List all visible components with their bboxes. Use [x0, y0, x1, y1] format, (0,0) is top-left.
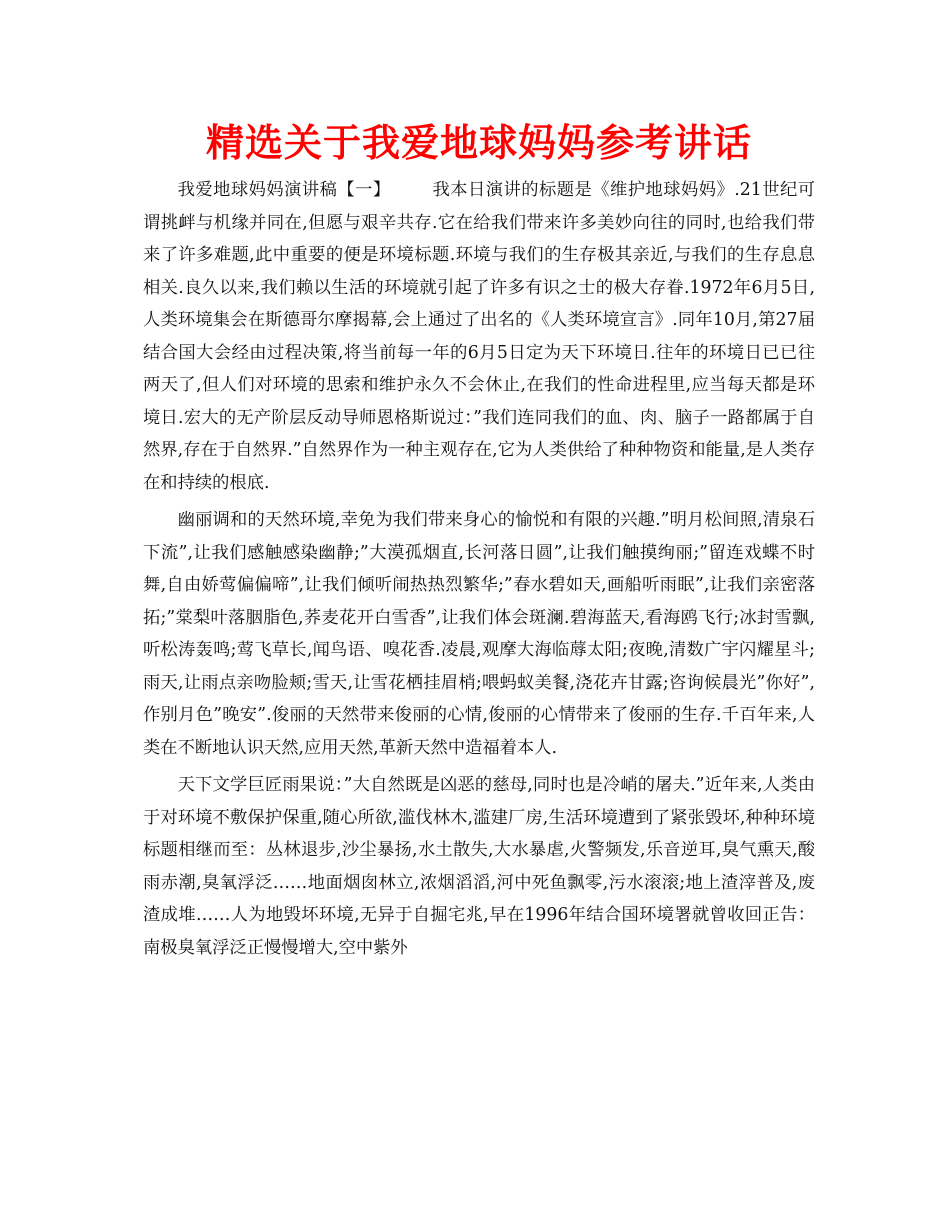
paragraph-1-text: 我本日演讲的标题是《维护地球妈妈》.21世纪可谓挑衅与机缘并同在,但愿与艰辛共存.它在给我们带来许多美妙向往的同时,也给我们带来了许多难题,此中重要的便是环境标题.环境与我们的生存极其亲近,与我们的生存息息相关.良久以来,我们赖以生活的环境就引起了许多有识之士的极大存眷.1972年6月5日,人类环境集会在斯德哥尔摩揭幕,会上通过了出名的《人类环境宣言》.同年10月,第27届结合国大会经由过程决策,将当前每一年的6月5日定为天下环境日.往年的环境日已已往两天了,但人们对环境的思索和维护永久不会休止,在我们的性命进程里,应当每天都是环境日.宏大的无产阶层反动导师恩格斯说过：”我们连同我们的血、肉、脑子一路都属于自然界,存在于自然界.”自然界作为一种主观存在,它为人类供给了种种物资和能量,是人类存在和持续的根底. — [143, 180, 815, 493]
paragraph-2 — [143, 504, 815, 764]
speech-heading: 我爱地球妈妈演讲稿【一】 — [177, 180, 391, 200]
document-title: 精选关于我爱地球妈妈参考讲话 — [205, 120, 752, 165]
paragraph-3-text: 天下文学巨匠雨果说：”大自然既是凶恶的慈母,同时也是冷峭的屠夫.”近年来,人类由于对环境不敷保护保重,随心所欲,滥伐林木,滥建厂房,生活环境遭到了紧张毁坏,种种环境标题相继而至：丛林退步,沙尘暴扬,水土散失,大水暴虐,火警频发,乐音逆耳,臭气熏天,酸雨赤潮,臭氧浮泛……地面烟囱林立,浓烟滔滔,河中死鱼飘零,污水滚滚;地上渣滓普及,废渣成堆……人为地毁坏环境,无异于自掘宅兆,早在1996年结合国环境署就曾收回正告：南极臭氧浮泛正慢慢增大,空中紫外 — [143, 775, 815, 958]
paragraph-1 — [143, 174, 815, 499]
paragraph-2-text: 幽丽调和的天然环境,幸免为我们带来身心的愉悦和有限的兴趣.”明月松间照,清泉石下流”,让我们感触感染幽静;”大漠孤烟直,长河落日圆”,让我们触摸绚丽;”留连戏蝶不时舞,自由娇莺偏偏啼”,让我们倾听闹热热烈繁华;”春水碧如天,画船听雨眠”,让我们亲密落拓;”棠梨叶落胭脂色,荞麦花开白雪香”,让我们体会斑澜.碧海蓝天,看海鸥飞行;冰封雪飘,听松涛轰鸣;莺飞草长,闻鸟语、嗅花香.凌晨,观摩大海临蓐太阳;夜晚,清数广宇闪耀星斗;雨天,让雨点亲吻脸颊;雪天,让雪花栖挂眉梢;喂蚂蚁美餐,浇花卉甘露;咨询候晨光”你好”,作别月色”晚安”.俊丽的天然带来俊丽的心情,俊丽的心情带来了俊丽的生存.千百年来,人类在不断地认识天然,应用天然,革新天然中造福着本人. — [143, 510, 815, 758]
paragraph-3 — [143, 769, 815, 964]
